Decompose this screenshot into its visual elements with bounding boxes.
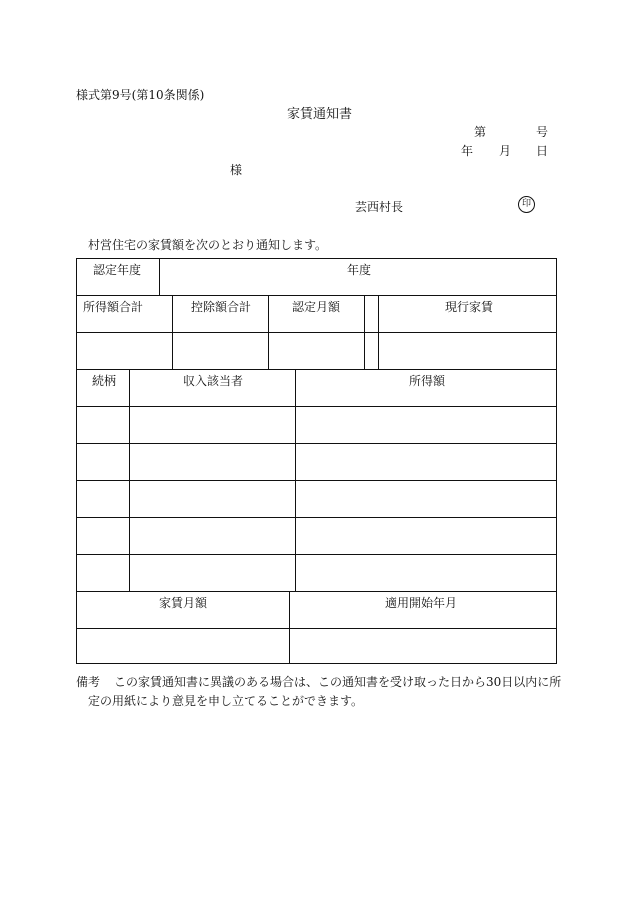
rule <box>268 295 269 369</box>
rule <box>378 295 379 369</box>
rule <box>364 295 365 369</box>
certified-year-unit: 年度 <box>347 263 372 277</box>
certified-monthly-header: 認定月額 <box>292 300 341 314</box>
remarks-line-2: 定の用紙により意見を申し立てることができます。 <box>88 694 364 708</box>
current-rent-header: 現行家賃 <box>445 300 494 314</box>
page-title: 家賃通知書 <box>287 107 353 122</box>
remarks-line-1: この家賃通知書に異議のある場合は、この通知書を受け取った日から30日以内に所 <box>114 675 562 689</box>
rule <box>77 295 557 296</box>
date-year: 年 <box>461 144 474 158</box>
remarks-label: 備考 <box>76 675 101 689</box>
addressee-suffix: 様 <box>230 163 243 177</box>
rule <box>77 628 557 629</box>
rule <box>77 443 557 444</box>
rule <box>159 259 160 295</box>
doc-number-suffix: 号 <box>536 125 549 139</box>
rule <box>289 591 290 664</box>
start-month-header: 適用開始年月 <box>385 596 458 610</box>
relation-header: 続柄 <box>92 374 117 388</box>
date-day: 日 <box>536 144 549 158</box>
certified-year-label: 認定年度 <box>93 263 142 277</box>
issuer-name: 芸西村長 <box>355 200 404 214</box>
rent-monthly-header: 家賃月額 <box>159 596 208 610</box>
rule <box>129 369 130 591</box>
rule <box>77 554 557 555</box>
income-header: 所得額 <box>409 374 446 388</box>
rule <box>77 332 557 333</box>
rule <box>77 406 557 407</box>
earner-header: 収入該当者 <box>183 374 244 388</box>
rule <box>172 295 173 369</box>
deduction-total-header: 控除額合計 <box>191 300 252 314</box>
rule <box>77 591 557 592</box>
intro-text: 村営住宅の家賃額を次のとおり通知します。 <box>88 238 328 252</box>
doc-number-prefix: 第 <box>474 125 487 139</box>
rule <box>77 480 557 481</box>
income-total-header: 所得額合計 <box>83 300 144 314</box>
seal-stamp: 印 <box>518 196 535 213</box>
rule <box>295 369 296 591</box>
date-month: 月 <box>499 144 512 158</box>
rent-table <box>76 258 557 664</box>
form-number: 様式第9号(第10条関係) <box>76 88 205 102</box>
rule <box>77 517 557 518</box>
rule <box>77 369 557 370</box>
